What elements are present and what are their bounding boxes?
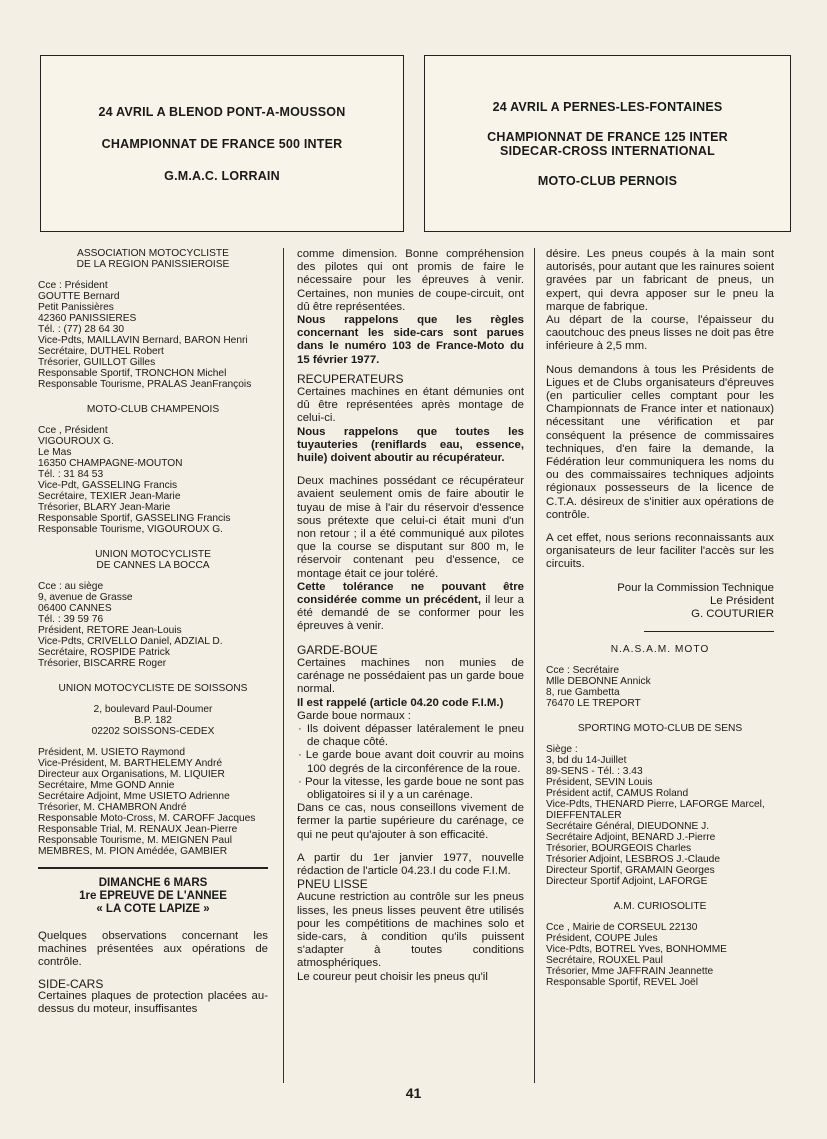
column-3 — [546, 248, 774, 988]
club-details: Cce : au siège 9, avenue de Grasse 06400 CANNES Tél. : 39 59 76 Président, RETORE Jean-Louis Vice-Pdts, CRIVELLO Daniel, ADZIAL D. Secrétaire, ROSPIDE Patrick Trésorier, BISCARRE Roger — [38, 581, 223, 669]
box-line: CHAMPIONNAT DE FRANCE 125 INTER SIDECAR-CROSS INTERNATIONAL — [487, 129, 728, 158]
paragraph: Nous demandons à tous les Présidents de Ligues et de Clubs organisateurs d'épreuves (en particulier celles comptant pour les Championnats de France inter et nationaux) nécessitant une vérification et par conséquent la présence de commissaires techniques, d'en faire la demande, la Fédération leur communiquera les noms du ou des commaissaires techniques adjoints régionaux possesseurs de la licence de C.T.A. désireux de s'initier aux opérations de contrôle. — [546, 363, 774, 521]
club-title: UNION MOTOCYCLISTE DE SOISSONS — [58, 683, 248, 694]
paragraph: Aucune restriction au contrôle sur les pneus lisses, les pneus lisses peuvent être utilisés pour les compétitions de machines solo et side-cars, à condition qu'ils puissent s'adapter à toutes conditions atmosphériques. — [297, 891, 524, 970]
section-rule — [38, 867, 268, 869]
paragraph: Dans ce cas, nous conseillons vivement de fermer la partie supérieure du carénage, ce qui ne peut qu'ajouter à son efficacité. — [297, 802, 524, 841]
paragraph: Certaines machines non munies de carénage ne possédaient pas un garde boue normal. — [297, 656, 524, 696]
sidecars-text: Certaines plaques de protection placées au-dessus du moteur, insuffisantes — [38, 990, 268, 1016]
signature: Pour la Commission Technique Le Président G. COUTURIER — [617, 581, 774, 621]
club-title: ASSOCIATION MOTOCYCLISTE DE LA REGION PANISSIEROISE — [76, 248, 230, 270]
column-divider — [534, 248, 535, 1083]
paragraph-bold: Il est rappelé (article 04.20 code F.I.M.) — [297, 696, 504, 709]
bullet-item: · Ils doivent dépasser latéralement le pneu de chaque côté. — [298, 722, 524, 749]
club-details: Cce , Président VIGOUROUX G. Le Mas 16350 CHAMPAGNE-MOUTON Tél. : 31 84 53 Vice-Pdt, GASSELING Francis Secrétaire, TEXIER Jean-Marie Trésorier, BLARY Jean-Marie Responsable Sportif, GASSELING Francis Responsable Tourisme, VIGOUROUX G. — [38, 425, 231, 535]
club-details: Cce , Mairie de CORSEUL 22130 Président, COUPE Jules Vice-Pdts, BOTREL Yves, BONHOMME Secrétaire, ROUXEL Paul Trésorier, Mme JAFFRAIN Jeannette Responsable Sportif, REVEL Joël — [546, 922, 727, 989]
page-number: 41 — [405, 1085, 422, 1101]
box-line: 24 AVRIL A BLENOD PONT-A-MOUSSON — [98, 104, 346, 119]
paragraph: Garde boue normaux : — [297, 709, 411, 722]
paragraph: Deux machines possédant ce récupérateur avaient seulement omis de faire aboutir le tuyau de mise à l'air du réservoir d'essence sous prétexte que celui-ci était muni d'un non retour ; il a été communiqué aux pilotes que la course se disputant sur 800 m, le réservoir contenant peu d'essence, ce montage était ce jour toléré. — [297, 475, 524, 580]
section-heading: GARDE-BOUE — [297, 642, 378, 657]
intro-text: Quelques observations concernant les machines présentées aux opérations de contrôle. — [38, 929, 268, 968]
section-rule — [644, 631, 774, 632]
club-details: Siège : 3, bd du 14-Juillet 89-SENS - Tél. : 3.43 Président, SEVIN Louis Président actif, CAMUS Roland Vice-Pdts, THENARD Pierre, LAFORGE Marcel, DIEFFENTALER Secrétaire Général, DIEUDONNE J. Secrétaire Adjoint, BENARD J.-Pierre Trésorier, BOURGEOIS Charles Trésorier Adjoint, LESBROS J.-Claude Directeur Sportif, GRAMAIN Georges Directeur Sportif Adjoint, LAFORGE — [546, 744, 765, 888]
section-heading: PNEU LISSE — [297, 877, 368, 892]
paragraph: A cet effet, nous serions reconnaissants aux organisateurs de leur faciliter l'accès sur les circuits. — [546, 532, 774, 571]
paragraph: comme dimension. Bonne compréhension des pilotes qui ont promis de faire le nécessaire pour les épreuves à venir. Certaines, non munies de coupe-circuit, ont dû être représentées. — [297, 248, 524, 313]
header-box-pernes — [424, 55, 791, 232]
header-box-blenod — [40, 55, 404, 232]
club-address: 2, boulevard Paul-Doumer B.P. 182 02202 SOISSONS-CEDEX — [91, 704, 215, 737]
paragraph-bold: Nous rappelons que les règles concernant les side-cars sont parues dans le numéro 103 de France-Moto du 15 février 1977. — [297, 314, 524, 366]
column-2 — [297, 248, 524, 984]
box-line: CHAMPIONNAT DE FRANCE 500 INTER — [101, 136, 343, 151]
column-divider — [283, 248, 284, 1083]
club-details: Cce : Secrétaire Mlle DEBONNE Annick 8, rue Gambetta 76470 LE TREPORT — [546, 665, 651, 710]
club-details: Cce : Président GOUTTE Bernard Petit Panissières 42360 PANISSIERES Tél. : (77) 28 64 30 Vice-Pdts, MAILLAVIN Bernard, BARON Henri Secrétaire, DUTHEL Robert Trésorier, GUILLOT Gilles Responsable Sportif, TRONCHON Michel Responsable Tourisme, PRALAS JeanFrançois — [38, 280, 252, 390]
paragraph-bold: Nous rappelons que toutes les tuyauteries (reniflards eau, essence, huile) doivent aboutir au récupérateur. — [297, 425, 524, 465]
bullet-item: · Pour la vitesse, les garde boue ne sont pas obligatoires si il y a un carénage. — [298, 775, 524, 801]
club-title: A.M. CURIOSOLITE — [613, 901, 707, 913]
box-line: MOTO-CLUB PERNOIS — [537, 173, 678, 188]
section-heading: SIDE-CARS — [38, 977, 104, 992]
paragraph: Certaines machines en étant démunies ont dû être représentées après montage de celui-ci. — [297, 386, 524, 425]
box-line: G.M.A.C. LORRAIN — [164, 168, 280, 183]
column-1 — [38, 248, 268, 1017]
paragraph: Le coureur peut choisir les pneus qu'il — [297, 970, 488, 983]
club-title: SPORTING MOTO-CLUB DE SENS — [577, 723, 743, 735]
paragraph: désire. Les pneus coupés à la main sont autorisés, pour autant que les rainures soient gravées par un fabricant de pneus, un expert, qui devra apposer sur le pneu la marque de fabrique. — [546, 248, 774, 313]
section-heading: RECUPERATEURS — [297, 371, 404, 386]
bullet-item: · Le garde boue avant doit couvrir au moins 100 degrés de la circonférence de la roue. — [298, 749, 524, 775]
paragraph: Au départ de la course, l'épaisseur du caoutchouc des pneus lisses ne doit pas être inférieure à 2,5 mm. — [546, 314, 774, 353]
club-title: MOTO-CLUB CHAMPENOIS — [86, 404, 220, 415]
club-details: Président, M. USIETO Raymond Vice-Président, M. BARTHELEMY André Directeur aux Organisations, M. LIQUIER Secrétaire, Mme GOND Annie Secrétaire Adjoint, Mme USIETO Adrienne Trésorier, M. CHAMBRON André Responsable Moto-Cross, M. CAROFF Jacques Responsable Trial, M. RENAUX Jean-Pierre Responsable Tourisme, M. MEIGNEN Paul MEMBRES, M. PION Amédée, GAMBIER — [38, 747, 256, 857]
paragraph: A partir du 1er janvier 1977, nouvelle rédaction de l'article 04.23.I du code F.I.M. — [297, 851, 524, 877]
club-title: N.A.S.A.M. MOTO — [610, 644, 710, 656]
paragraph: Cette tolérance ne pouvant être considérée comme un précédent, il leur a été demandé de se conformer pour les épreuves à venir. — [297, 580, 524, 633]
box-line: 24 AVRIL A PERNES-LES-FONTAINES — [492, 99, 723, 114]
club-title: UNION MOTOCYCLISTE DE CANNES LA BOCCA — [95, 549, 211, 571]
event-title: DIMANCHE 6 MARS 1re EPREUVE DE L'ANNEE « LA COTE LAPIZE » — [79, 876, 227, 915]
